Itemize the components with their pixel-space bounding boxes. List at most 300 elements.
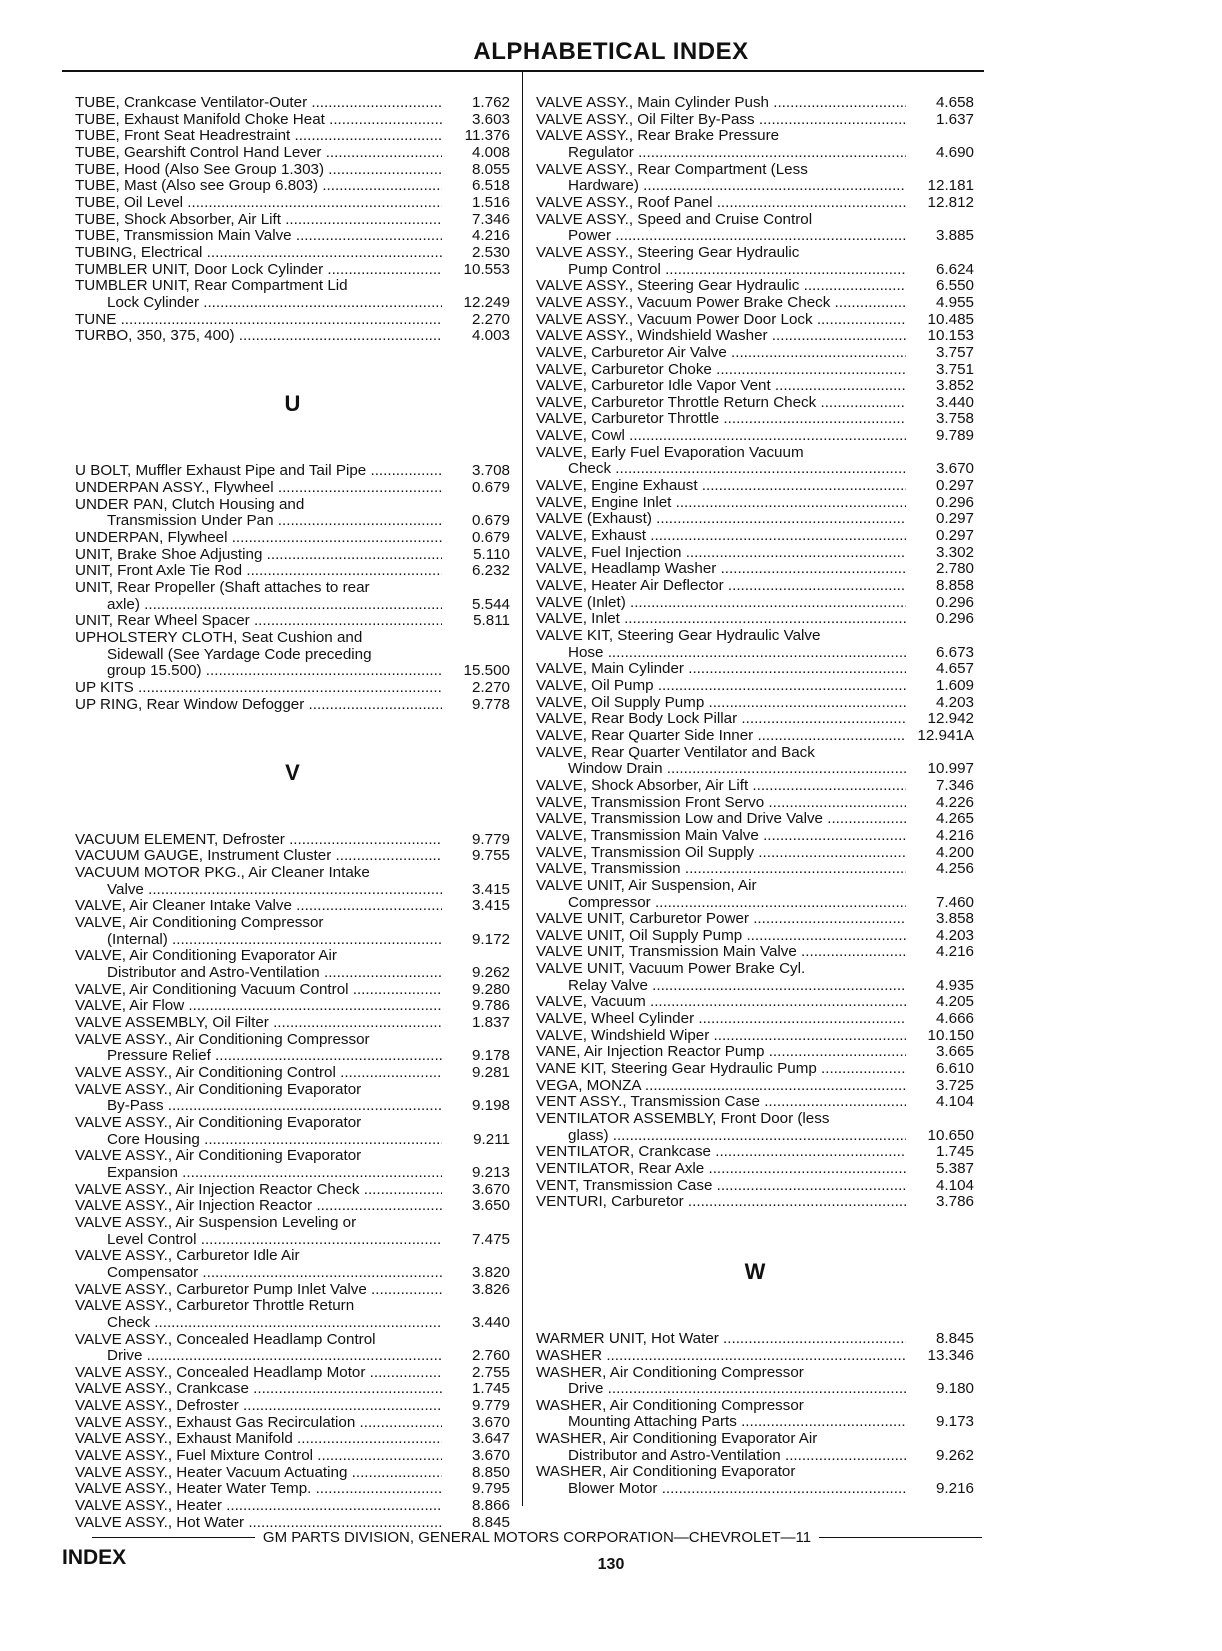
index-entry [75, 1132, 510, 1149]
entry-group-number: 10.997 [927, 760, 974, 778]
index-entry [536, 828, 974, 845]
entry-description: VALVE, Air Conditioning Evaporator Air [75, 947, 337, 965]
entry-group-number: 8.845 [935, 1330, 974, 1348]
entry-description: Regulator ..... [568, 145, 906, 162]
index-entry [536, 1178, 974, 1195]
entry-group-number: 4.256 [935, 860, 974, 878]
entry-description: Expansion ..... [107, 1165, 442, 1182]
index-entry [536, 1381, 974, 1398]
entry-description: TUBE, Gearshift Control Hand Lever ..... [75, 145, 442, 162]
entry-group-number: 3.758 [935, 410, 974, 428]
index-entry [536, 445, 974, 462]
entry-group-number: 9.211 [473, 1130, 510, 1148]
entry-group-number: 12.942 [927, 710, 974, 728]
entry-description: By-Pass ..... [107, 1098, 442, 1115]
index-entry [75, 278, 510, 295]
index-entry [536, 895, 974, 912]
index-entry [75, 128, 510, 145]
index-entry [536, 212, 974, 229]
entry-description: VALVE ASSY., Carburetor Throttle Return [75, 1297, 355, 1315]
entry-group-number: 3.708 [471, 462, 510, 480]
entry-description: WARMER UNIT, Hot Water ..... [536, 1331, 906, 1348]
index-entry [536, 312, 974, 329]
entry-description: Pump Control ..... [568, 262, 906, 279]
entry-description: VALVE, Wheel Cylinder ..... [536, 1011, 906, 1028]
index-entry [75, 1465, 510, 1482]
entry-description: VALVE ASSY., Vacuum Power Door Lock ..... [536, 312, 906, 329]
entry-group-number: 1.837 [471, 1014, 510, 1032]
entry-group-number: 5.811 [473, 612, 510, 630]
index-entry [75, 563, 510, 580]
index-entry [536, 561, 974, 578]
entry-group-number: 3.440 [935, 393, 974, 411]
footer [92, 1529, 982, 1546]
entry-group-number: 3.647 [471, 1430, 510, 1448]
index-entry [536, 661, 974, 678]
entry-description: VALVE ASSY., Oil Filter By-Pass ..... [536, 112, 906, 129]
section-spacer [536, 1283, 974, 1331]
entry-group-number: 9.779 [471, 830, 510, 848]
entry-group-number: 4.690 [935, 143, 974, 161]
entry-group-number: 4.658 [935, 94, 974, 111]
entry-description: WASHER ..... [536, 1348, 906, 1365]
entry-description: Valve ..... [107, 882, 442, 899]
entry-description: VALVE ASSY., Heater Water Temp. ..... [75, 1481, 442, 1498]
index-entry [536, 1331, 974, 1348]
entry-description: VALVE ASSY., Carburetor Idle Air [75, 1247, 300, 1265]
entry-group-number: 4.003 [471, 327, 510, 345]
entry-description: TUBE, Shock Absorber, Air Lift ..... [75, 212, 442, 229]
entry-group-number: 4.203 [935, 693, 974, 711]
index-entry [75, 630, 510, 647]
entry-group-number: 9.778 [471, 695, 510, 713]
entry-description: Hose ..... [568, 645, 906, 662]
index-entry [536, 362, 974, 379]
index-entry [536, 528, 974, 545]
entry-description: WASHER, Air Conditioning Compressor [536, 1396, 804, 1414]
entry-group-number: 4.104 [935, 1176, 974, 1194]
entry-description: VALVE, Air Conditioning Vacuum Control ..... [75, 982, 442, 999]
entry-group-number: 3.725 [935, 1076, 974, 1094]
entry-description: Check ..... [107, 1315, 442, 1332]
entry-group-number: 3.603 [471, 110, 510, 128]
entry-group-number: 7.346 [471, 210, 510, 228]
index-entry [75, 497, 510, 514]
index-entry [75, 245, 510, 262]
entry-description: UNIT, Front Axle Tie Rod ..... [75, 563, 442, 580]
index-entry [536, 961, 974, 978]
entry-group-number: 9.216 [935, 1480, 974, 1498]
entry-description: VALVE, Carburetor Throttle Return Check ..... [536, 395, 906, 412]
index-entry [75, 463, 510, 480]
section-spacer [75, 713, 510, 761]
entry-group-number: 3.415 [471, 880, 510, 898]
entry-group-number: 3.670 [471, 1180, 510, 1198]
entry-description: VALVE, Heater Air Deflector ..... [536, 578, 906, 595]
index-entry [75, 647, 510, 664]
entry-description: UNDER PAN, Clutch Housing and [75, 495, 305, 513]
entry-description: WASHER, Air Conditioning Evaporator Air [536, 1430, 818, 1448]
entry-description: TUBE, Hood (Also See Group 1.303) ..... [75, 162, 442, 179]
entry-group-number: 8.858 [935, 577, 974, 595]
entry-description: VENTILATOR ASSEMBLY, Front Door (less [536, 1110, 830, 1128]
footer-rule-left [92, 1537, 255, 1538]
index-entry [75, 480, 510, 497]
entry-description: Drive ..... [107, 1348, 442, 1365]
index-entry [75, 1015, 510, 1032]
entry-description: VANE, Air Injection Reactor Pump ..... [536, 1044, 906, 1061]
entry-group-number: 0.296 [935, 493, 974, 511]
index-entry [536, 978, 974, 995]
index-entry [536, 545, 974, 562]
entry-description: VALVE, Transmission ..... [536, 861, 906, 878]
entry-group-number: 3.885 [935, 227, 974, 245]
entry-group-number: 11.376 [464, 127, 510, 145]
entry-description: Compressor ..... [568, 895, 906, 912]
index-entry [75, 597, 510, 614]
index-entry [536, 428, 974, 445]
entry-group-number: 10.153 [927, 327, 974, 345]
section-letter-heading: V [285, 759, 300, 785]
entry-group-number: 9.173 [935, 1413, 974, 1431]
index-entry [75, 1481, 510, 1498]
entry-description: Blower Motor ..... [568, 1481, 906, 1498]
index-entry [75, 145, 510, 162]
entry-description: VALVE, Air Cleaner Intake Valve ..... [75, 898, 442, 915]
entry-description: VALVE ASSY., Air Suspension Leveling or [75, 1213, 357, 1231]
entry-group-number: 10.485 [927, 310, 974, 328]
index-entry [75, 680, 510, 697]
entry-description: WASHER, Air Conditioning Compressor [536, 1363, 804, 1381]
index-entry [536, 478, 974, 495]
index-entry [536, 1111, 974, 1128]
entry-group-number: 3.650 [471, 1197, 510, 1215]
entry-description: WASHER, Air Conditioning Evaporator [536, 1463, 796, 1481]
index-entry [536, 928, 974, 945]
entry-group-number: 7.346 [935, 776, 974, 794]
page-title: ALPHABETICAL INDEX [473, 38, 749, 65]
entry-group-number: 3.826 [471, 1280, 510, 1298]
entry-group-number: 4.935 [935, 976, 974, 994]
entry-group-number: 4.008 [471, 143, 510, 161]
entry-description: VALVE, Carburetor Air Valve ..... [536, 345, 906, 362]
index-entry [536, 595, 974, 612]
entry-group-number: 4.955 [935, 293, 974, 311]
index-entry [75, 1431, 510, 1448]
entry-description: VALVE, Shock Absorber, Air Lift ..... [536, 778, 906, 795]
index-entry [75, 697, 510, 714]
entry-description: TUBE, Crankcase Ventilator-Outer ..... [75, 95, 442, 112]
entry-group-number: 3.858 [935, 910, 974, 928]
entry-description: U BOLT, Muffler Exhaust Pipe and Tail Pipe ..... [75, 463, 442, 480]
entry-group-number: 0.679 [471, 529, 510, 547]
index-entry [536, 1094, 974, 1111]
index-entry [536, 878, 974, 895]
index-entry [75, 1215, 510, 1232]
index-entry [75, 1282, 510, 1299]
entry-description: TURBO, 350, 375, 400) ..... [75, 328, 442, 345]
index-entry [536, 628, 974, 645]
index-entry [536, 1365, 974, 1382]
entry-description: VALVE, Air Conditioning Compressor [75, 914, 324, 932]
entry-description: VALVE ASSY., Air Injection Reactor ..... [75, 1198, 442, 1215]
index-entry [75, 1165, 510, 1182]
entry-description: VALVE, Transmission Main Valve ..... [536, 828, 906, 845]
entry-description: Check ..... [568, 461, 906, 478]
index-entry [75, 1348, 510, 1365]
entry-description: VALVE ASSY., Concealed Headlamp Control [75, 1330, 376, 1348]
entry-description: VALVE, Carburetor Idle Vapor Vent ..... [536, 378, 906, 395]
index-entry [536, 95, 974, 112]
entry-group-number: 0.296 [935, 610, 974, 628]
entry-group-number: 4.657 [935, 660, 974, 678]
entry-group-number: 3.665 [935, 1043, 974, 1061]
entry-group-number: 12.941A [917, 726, 974, 744]
entry-group-number: 4.216 [935, 943, 974, 961]
index-entry [536, 1348, 974, 1365]
index-entry [536, 278, 974, 295]
entry-description: TUMBLER UNIT, Rear Compartment Lid [75, 277, 348, 295]
entry-description: VALVE (Exhaust) ..... [536, 511, 906, 528]
entry-group-number: 12.181 [927, 177, 974, 195]
page-number: 130 [597, 1556, 625, 1573]
index-entry [75, 530, 510, 547]
entry-description: VALVE ASSY., Heater ..... [75, 1498, 442, 1515]
index-entry [536, 228, 974, 245]
entry-group-number: 1.745 [935, 1143, 974, 1161]
entry-group-number: 2.530 [471, 243, 510, 261]
entry-group-number: 4.216 [935, 826, 974, 844]
entry-group-number: 12.812 [927, 193, 974, 211]
index-entry [536, 1061, 974, 1078]
index-entry [75, 832, 510, 849]
entry-group-number: 5.110 [473, 545, 510, 563]
entry-description: VALVE ASSY., Main Cylinder Push ..... [536, 95, 906, 112]
section-spacer [75, 345, 510, 393]
index-entry [536, 128, 974, 145]
index-entry [75, 1265, 510, 1282]
entry-group-number: 9.755 [471, 847, 510, 865]
index-entry [536, 178, 974, 195]
entry-description: VALVE UNIT, Oil Supply Pump ..... [536, 928, 906, 945]
entry-description: TUBE, Oil Level ..... [75, 195, 442, 212]
index-entry [75, 212, 510, 229]
index-entry [75, 162, 510, 179]
entry-group-number: 9.262 [935, 1446, 974, 1464]
entry-description: Window Drain ..... [568, 761, 906, 778]
index-entry [75, 1232, 510, 1249]
entry-group-number: 4.205 [935, 993, 974, 1011]
entry-group-number: 5.544 [471, 595, 510, 613]
index-entry [536, 345, 974, 362]
entry-group-number: 0.679 [471, 512, 510, 530]
index-entry [536, 1194, 974, 1211]
index-entry [536, 1431, 974, 1448]
entry-group-number: 4.666 [935, 1010, 974, 1028]
section-letter-heading: U [284, 391, 301, 417]
index-entry [536, 994, 974, 1011]
entry-description: TUMBLER UNIT, Door Lock Cylinder ..... [75, 262, 442, 279]
entry-group-number: 9.198 [471, 1097, 510, 1115]
entry-description: VALVE, Main Cylinder ..... [536, 661, 906, 678]
footer-text: GM PARTS DIVISION, GENERAL MOTORS CORPORATION—CHEVROLET—11 [262, 1529, 812, 1546]
entry-group-number: 6.673 [935, 643, 974, 661]
right-index-column [536, 95, 974, 1498]
entry-description: Transmission Under Pan ..... [107, 513, 442, 530]
entry-group-number: 8.866 [471, 1497, 510, 1515]
entry-group-number: 1.516 [471, 193, 510, 211]
entry-description: Lock Cylinder ..... [107, 295, 442, 312]
entry-group-number: 2.270 [471, 678, 510, 696]
index-entry [536, 262, 974, 279]
entry-group-number: 8.850 [471, 1463, 510, 1481]
entry-description: VALVE, Rear Quarter Side Inner ..... [536, 728, 906, 745]
index-entry [536, 1448, 974, 1465]
entry-description: VALVE UNIT, Carburetor Power ..... [536, 911, 906, 928]
index-entry [536, 1481, 974, 1498]
entry-description: VALVE, Carburetor Choke ..... [536, 362, 906, 379]
index-entry [536, 1011, 974, 1028]
entry-group-number: 4.265 [935, 810, 974, 828]
entry-description: VALVE ASSY., Crankcase ..... [75, 1381, 442, 1398]
index-entry [75, 1032, 510, 1049]
section-spacer [75, 784, 510, 832]
index-entry [536, 461, 974, 478]
index-entry [75, 328, 510, 345]
entry-description: UP KITS ..... [75, 680, 442, 697]
index-entry [75, 865, 510, 882]
entry-description: VALVE, Cowl ..... [536, 428, 906, 445]
entry-description: VALVE, Transmission Front Servo ..... [536, 795, 906, 812]
entry-description: VALVE UNIT, Transmission Main Valve ..... [536, 944, 906, 961]
index-entry [536, 295, 974, 312]
entry-group-number: 13.346 [927, 1346, 974, 1364]
entry-description: VALVE, Transmission Oil Supply ..... [536, 845, 906, 862]
index-entry [75, 1098, 510, 1115]
entry-description: VENTILATOR, Crankcase ..... [536, 1144, 906, 1161]
index-entry [75, 95, 510, 112]
index-entry [75, 580, 510, 597]
entry-description: VEGA, MONZA ..... [536, 1078, 906, 1095]
entry-group-number: 4.200 [935, 843, 974, 861]
entry-description: VALVE ASSY., Defroster ..... [75, 1398, 442, 1415]
index-entry [536, 845, 974, 862]
entry-description: UP RING, Rear Window Defogger ..... [75, 697, 442, 714]
entry-group-number: 9.172 [471, 930, 510, 948]
index-entry [75, 1365, 510, 1382]
footer-rule-right [819, 1537, 982, 1538]
entry-group-number: 2.755 [471, 1363, 510, 1381]
entry-description: VALVE ASSY., Roof Panel ..... [536, 195, 906, 212]
entry-description: VALVE ASSY., Air Conditioning Evaporator [75, 1147, 362, 1165]
index-label: INDEX [62, 1546, 127, 1569]
entry-description: VALVE, Vacuum ..... [536, 994, 906, 1011]
index-entry [536, 1078, 974, 1095]
entry-description: Compensator ..... [107, 1265, 442, 1282]
index-entry [75, 295, 510, 312]
entry-group-number: 0.679 [471, 479, 510, 497]
entry-description: Power ..... [568, 228, 906, 245]
entry-group-number: 9.779 [471, 1397, 510, 1415]
column-divider [522, 72, 523, 1506]
index-entry [536, 195, 974, 212]
entry-group-number: 6.624 [935, 260, 974, 278]
index-entry [536, 795, 974, 812]
entry-description: VALVE, Air Flow ..... [75, 998, 442, 1015]
entry-description: VALVE ASSY., Air Conditioning Evaporator [75, 1113, 362, 1131]
index-entry [75, 1315, 510, 1332]
entry-description: VALVE, Headlamp Washer ..... [536, 561, 906, 578]
entry-description: VALVE ASSY., Rear Brake Pressure [536, 127, 780, 145]
entry-description: VALVE, Transmission Low and Drive Valve ..... [536, 811, 906, 828]
index-entry [75, 898, 510, 915]
entry-description: VALVE ASSY., Heater Vacuum Actuating ..... [75, 1465, 442, 1482]
index-entry [536, 861, 974, 878]
entry-description: VENT ASSY., Transmission Case ..... [536, 1094, 906, 1111]
entry-group-number: 10.150 [927, 1026, 974, 1044]
entry-description: VALVE, Rear Body Lock Pillar ..... [536, 711, 906, 728]
entry-group-number: 3.786 [935, 1193, 974, 1211]
section-spacer [536, 1211, 974, 1261]
entry-group-number: 6.550 [935, 277, 974, 295]
entry-group-number: 9.180 [935, 1380, 974, 1398]
entry-description: VALVE ASSY., Speed and Cruise Control [536, 210, 813, 228]
index-entry [75, 1415, 510, 1432]
entry-description: VALVE, Oil Pump ..... [536, 678, 906, 695]
entry-group-number: 3.757 [935, 343, 974, 361]
entry-description: VALVE ASSY., Steering Gear Hydraulic [536, 243, 800, 261]
entry-description: Level Control ..... [107, 1232, 442, 1249]
entry-group-number: 7.475 [471, 1230, 510, 1248]
entry-group-number: 2.270 [471, 310, 510, 328]
index-entry [536, 645, 974, 662]
entry-description: VALVE ASSY., Exhaust Manifold ..... [75, 1431, 442, 1448]
title-rule [62, 70, 984, 72]
index-entry [75, 965, 510, 982]
index-entry [75, 1381, 510, 1398]
entry-group-number: 4.203 [935, 926, 974, 944]
index-entry [536, 911, 974, 928]
index-entry [536, 1161, 974, 1178]
index-entry [75, 178, 510, 195]
index-entry [536, 711, 974, 728]
entry-group-number: 0.296 [935, 593, 974, 611]
entry-description: glass) ..... [568, 1128, 906, 1145]
entry-group-number: 9.281 [471, 1064, 510, 1081]
entry-description: TUBE, Mast (Also see Group 6.803) ..... [75, 178, 442, 195]
entry-group-number: 3.751 [935, 360, 974, 378]
entry-description: VALVE KIT, Steering Gear Hydraulic Valve [536, 627, 821, 644]
entry-description: group 15.500) ..... [107, 663, 442, 680]
entry-description: VALVE, Oil Supply Pump ..... [536, 695, 906, 712]
index-entry [75, 262, 510, 279]
entry-description: (Internal) ..... [107, 932, 442, 949]
entry-group-number: 9.178 [471, 1047, 510, 1065]
entry-group-number: 9.213 [471, 1163, 510, 1181]
entry-group-number: 3.670 [935, 460, 974, 478]
entry-group-number: 1.609 [935, 676, 974, 694]
index-entry [75, 1498, 510, 1515]
entry-group-number: 5.387 [935, 1160, 974, 1177]
index-entry [536, 578, 974, 595]
entry-group-number: 10.553 [463, 260, 510, 278]
entry-group-number: 8.845 [471, 1513, 510, 1531]
entry-group-number: 3.670 [471, 1413, 510, 1431]
index-entry [75, 1248, 510, 1265]
index-entry [75, 882, 510, 899]
index-entry [536, 1464, 974, 1481]
entry-description: VALVE ASSY., Carburetor Pump Inlet Valve ..... [75, 1282, 442, 1299]
